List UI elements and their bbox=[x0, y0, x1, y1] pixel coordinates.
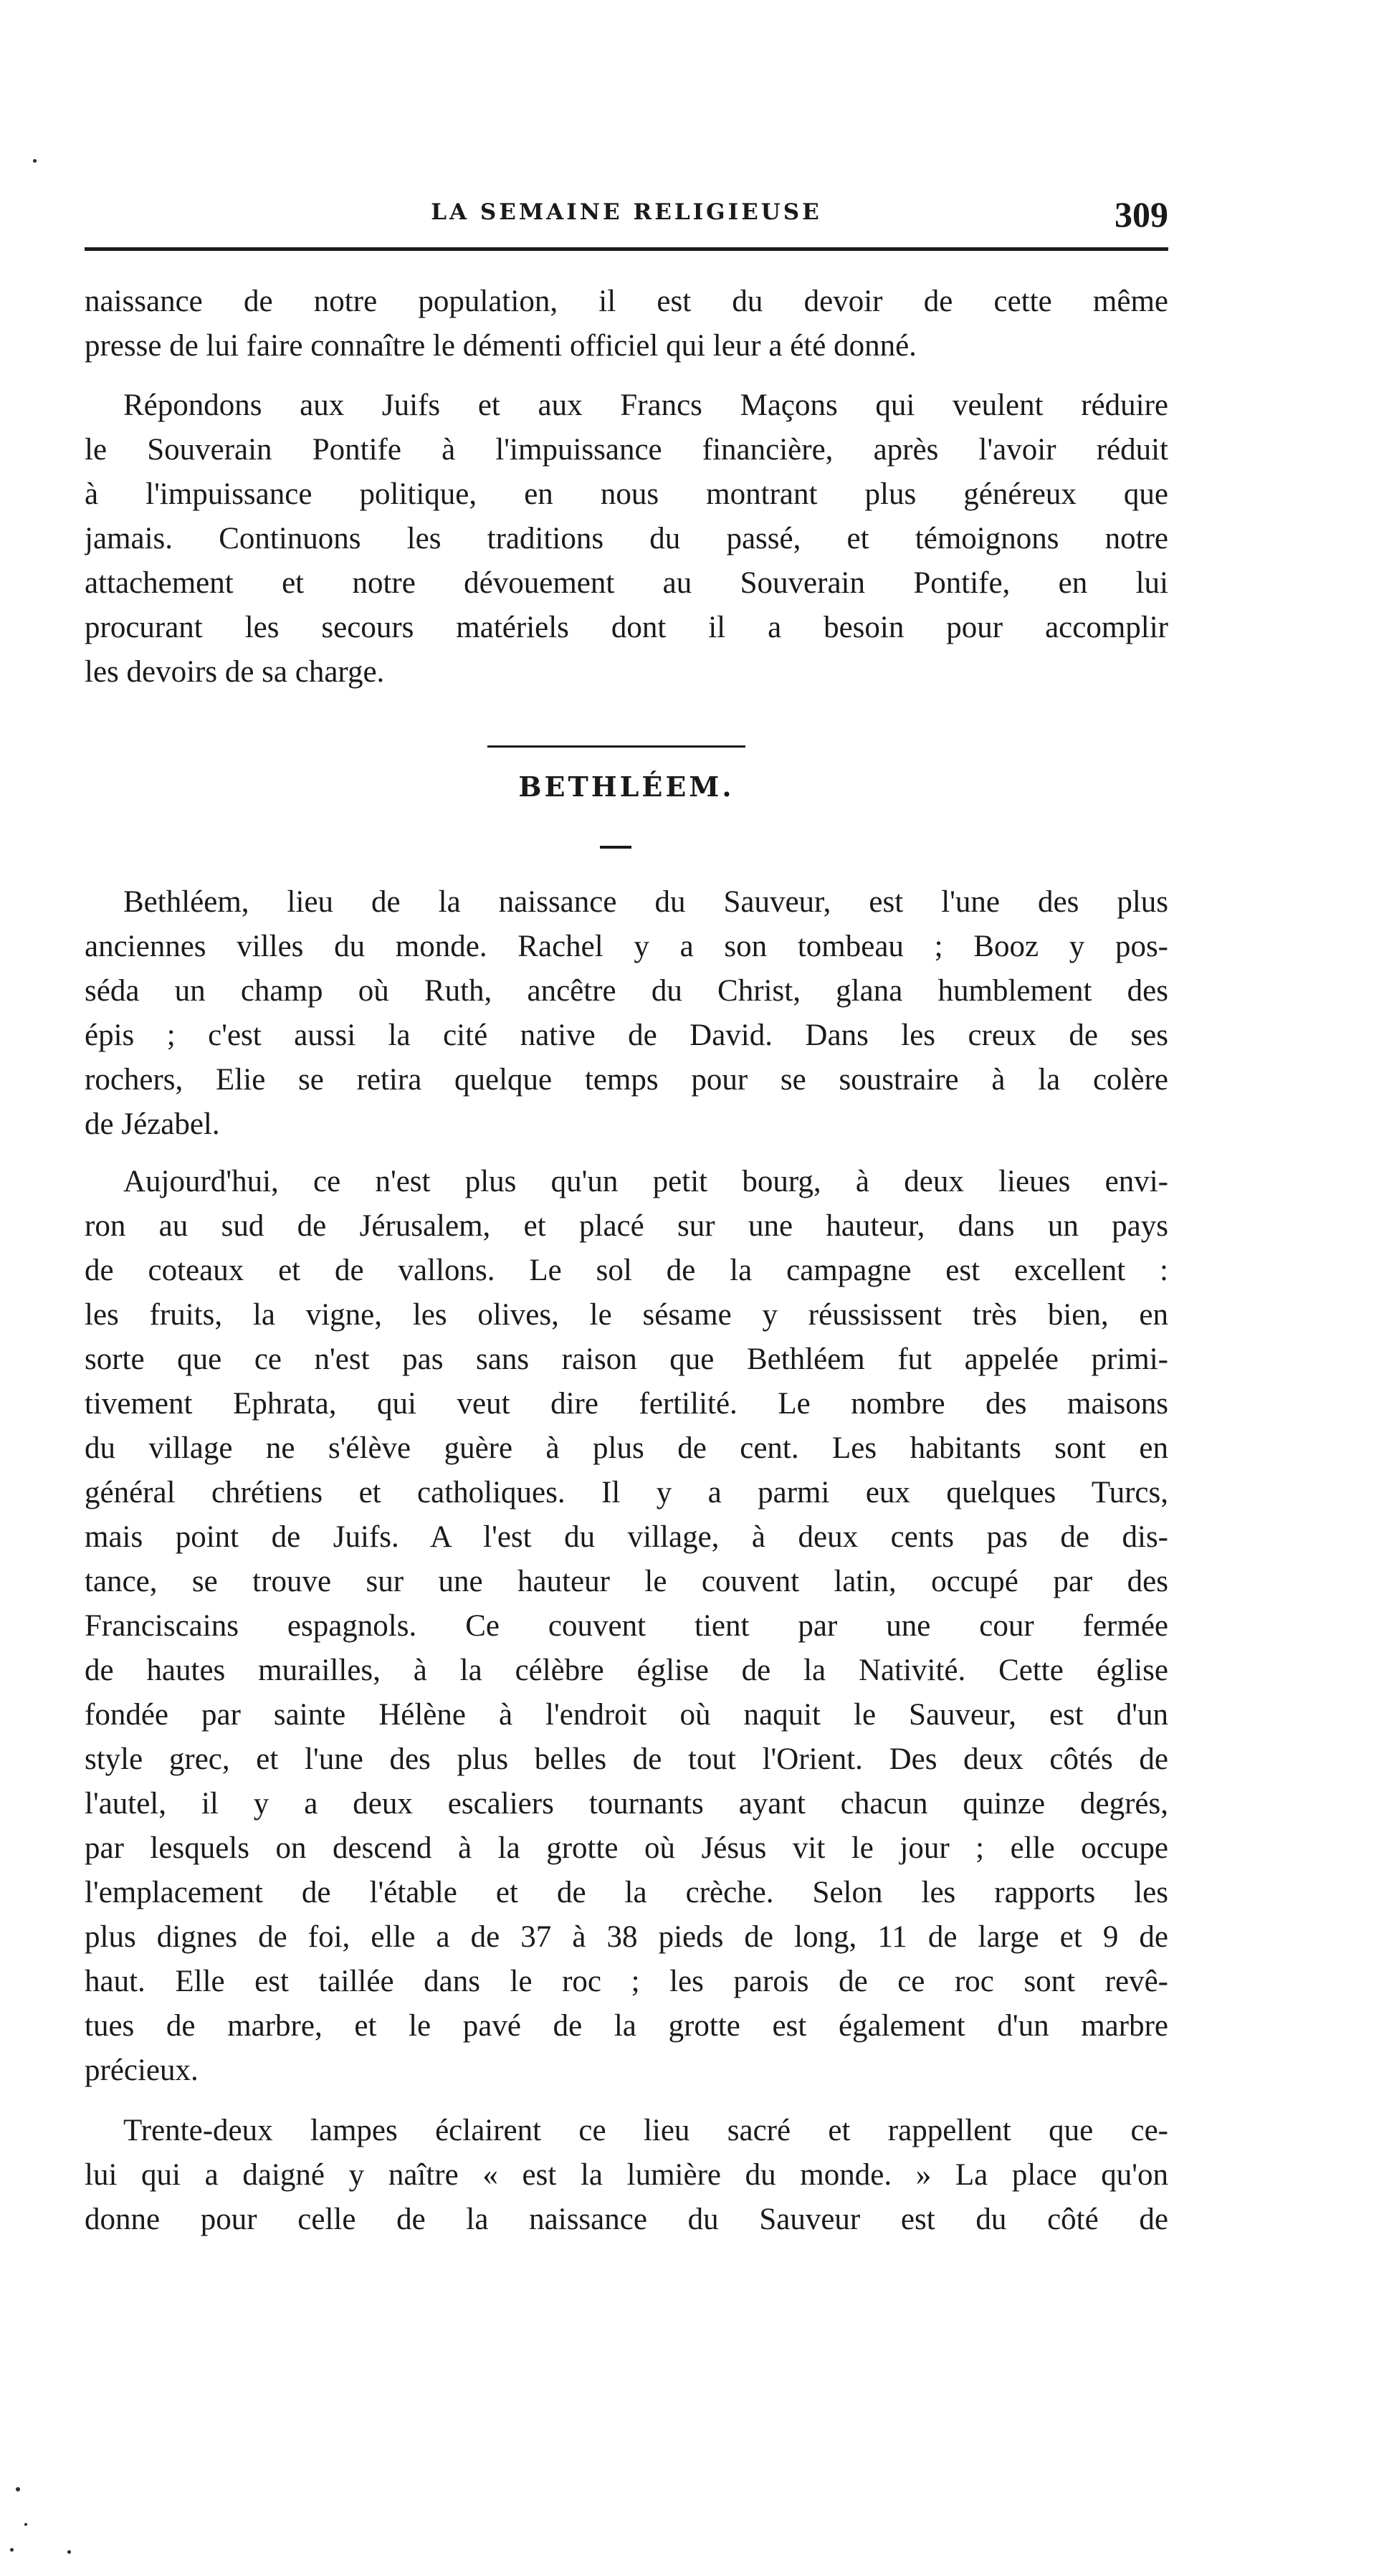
text-line: tivement Ephrata, qui veut dire fertilité. Le nombre des maisons bbox=[85, 1387, 1168, 1421]
text-line: précieux. bbox=[85, 2053, 199, 2087]
intro-paragraph-2 bbox=[85, 383, 1168, 695]
scan-speck bbox=[24, 2523, 27, 2526]
text-line: séda un champ où Ruth, ancêtre du Christ, glana humblement des bbox=[85, 974, 1168, 1008]
article-paragraph-2 bbox=[85, 1160, 1168, 2093]
text-line: attachement et notre dévouement au Souverain Pontife, en lui bbox=[85, 566, 1168, 600]
text-line: tues de marbre, et le pavé de la grotte est également d'un marbre bbox=[85, 2009, 1168, 2043]
page-number: 309 bbox=[1115, 194, 1168, 234]
scan-speck bbox=[33, 159, 37, 163]
text-line: de coteaux et de vallons. Le sol de la campagne est excellent : bbox=[85, 1254, 1168, 1287]
text-line: l'emplacement de l'étable et de la crèche. Selon les rapports les bbox=[85, 1876, 1168, 1909]
text-line: sorte que ce n'est pas sans raison que Bethléem fut appelée primi- bbox=[85, 1342, 1168, 1376]
text-line: anciennes villes du monde. Rachel y a son tombeau ; Booz y pos- bbox=[85, 930, 1168, 963]
intro-paragraph-1 bbox=[85, 280, 1168, 368]
text-line: presse de lui faire connaître le démenti officiel qui leur a été donné. bbox=[85, 329, 917, 363]
article-paragraph-3 bbox=[85, 2109, 1168, 2242]
text-line: haut. Elle est taillée dans le roc ; les parois de ce roc sont revê- bbox=[85, 1965, 1168, 1998]
scan-speck bbox=[67, 2550, 71, 2554]
text-line: les devoirs de sa charge. bbox=[85, 655, 385, 689]
text-line: Franciscains espagnols. Ce couvent tient par une cour fermée bbox=[85, 1609, 1168, 1643]
text-line: le Souverain Pontife à l'impuissance financière, après l'avoir réduit bbox=[85, 433, 1168, 467]
text-line: à l'impuissance politique, en nous montrant plus généreux que bbox=[85, 477, 1168, 511]
text-line: les fruits, la vigne, les olives, le sésame y réussissent très bien, en bbox=[85, 1298, 1168, 1332]
running-title: LA SEMAINE RELIGIEUSE bbox=[431, 199, 822, 225]
text-line: ron au sud de Jérusalem, et placé sur une hauteur, dans un pays bbox=[85, 1209, 1168, 1243]
text-line: tance, se trouve sur une hauteur le couvent latin, occupé par des bbox=[85, 1565, 1168, 1598]
header-rule bbox=[85, 247, 1168, 251]
running-header bbox=[85, 194, 1168, 237]
article-title: BETHLÉEM. bbox=[518, 771, 735, 803]
text-line: rochers, Elie se retira quelque temps pour se soustraire à la colère bbox=[85, 1063, 1168, 1097]
text-line: jamais. Continuons les traditions du passé, et témoignons notre bbox=[85, 522, 1168, 555]
text-line: style grec, et l'une des plus belles de tout l'Orient. Des deux côtés de bbox=[85, 1742, 1168, 1776]
text-line: mais point de Juifs. A l'est du village, à deux cents pas de dis- bbox=[85, 1520, 1168, 1554]
text-line: par lesquels on descend à la grotte où Jésus vit le jour ; elle occupe bbox=[85, 1831, 1168, 1865]
text-line: donne pour celle de la naissance du Sauveur est du côté de bbox=[85, 2203, 1168, 2236]
text-line: plus dignes de foi, elle a de 37 à 38 pieds de long, 11 de large et 9 de bbox=[85, 1920, 1168, 1954]
scan-speck bbox=[16, 2487, 20, 2491]
text-line: naissance de notre population, il est du devoir de cette même bbox=[85, 285, 1168, 318]
section-divider bbox=[487, 745, 745, 748]
text-line: Aujourd'hui, ce n'est plus qu'un petit bourg, à deux lieues envi- bbox=[123, 1165, 1168, 1198]
text-line: Trente-deux lampes éclairent ce lieu sacré et rappellent que ce- bbox=[123, 2114, 1168, 2147]
title-dash bbox=[600, 846, 631, 849]
article-paragraph-1 bbox=[85, 880, 1168, 1147]
text-line: procurant les secours matériels dont il a besoin pour accomplir bbox=[85, 611, 1168, 644]
text-line: de Jézabel. bbox=[85, 1107, 220, 1141]
text-line: lui qui a daigné y naître « est la lumière du monde. » La place qu'on bbox=[85, 2158, 1168, 2192]
text-line: Bethléem, lieu de la naissance du Sauveur, est l'une des plus bbox=[123, 885, 1168, 919]
text-line: épis ; c'est aussi la cité native de David. Dans les creux de ses bbox=[85, 1019, 1168, 1052]
text-line: général chrétiens et catholiques. Il y a parmi eux quelques Turcs, bbox=[85, 1476, 1168, 1509]
scan-speck bbox=[10, 2548, 14, 2552]
text-line: Répondons aux Juifs et aux Francs Maçons qui veulent réduire bbox=[123, 388, 1168, 422]
text-line: l'autel, il y a deux escaliers tournants ayant chacun quinze degrés, bbox=[85, 1787, 1168, 1821]
text-line: fondée par sainte Hélène à l'endroit où naquit le Sauveur, est d'un bbox=[85, 1698, 1168, 1732]
text-line: du village ne s'élève guère à plus de cent. Les habitants sont en bbox=[85, 1431, 1168, 1465]
text-line: de hautes murailles, à la célèbre église de la Nativité. Cette église bbox=[85, 1654, 1168, 1687]
